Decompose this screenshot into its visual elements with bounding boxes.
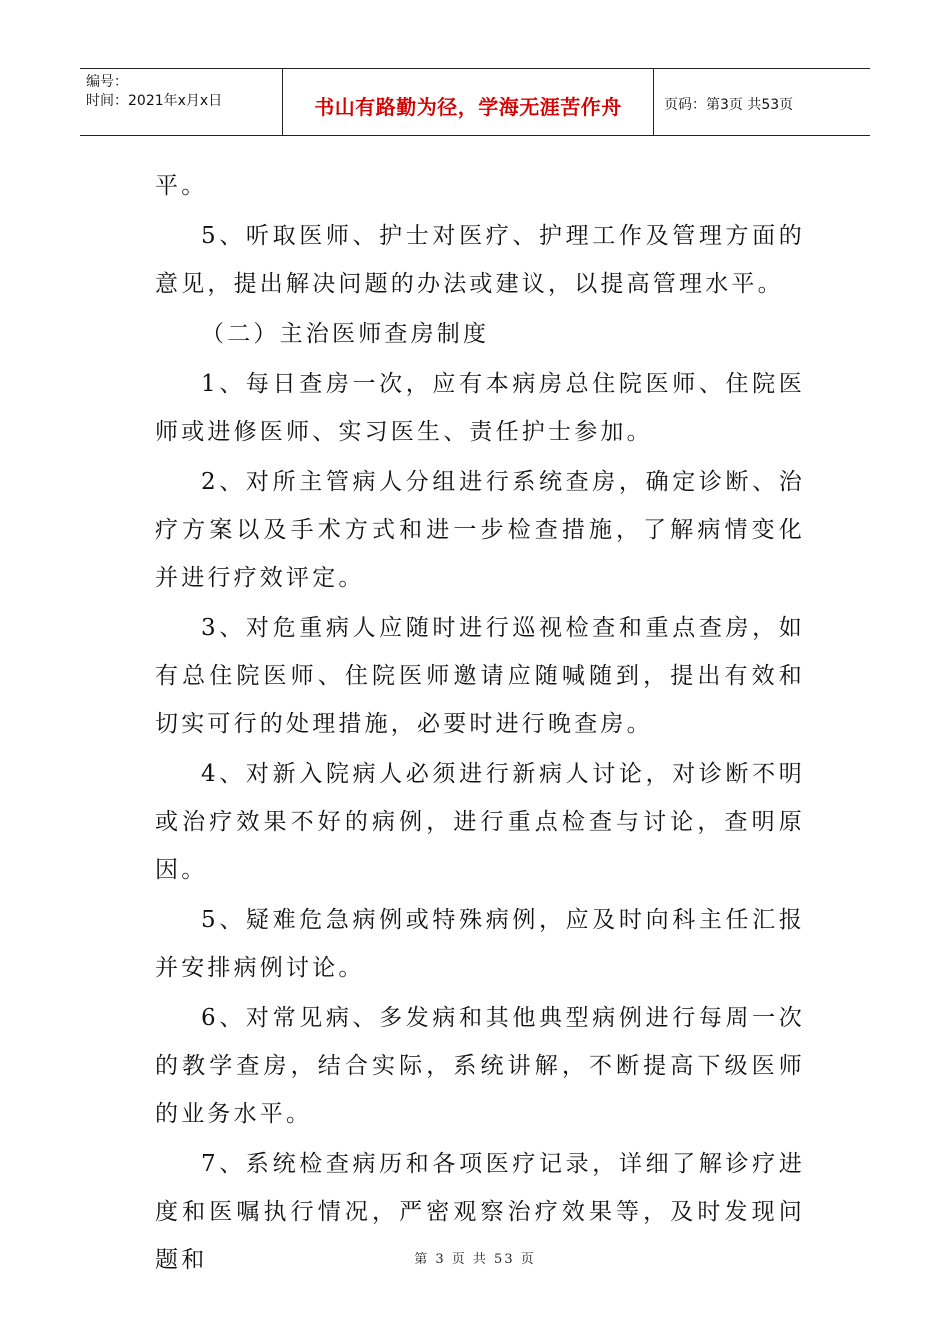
document-number-label: 编号： <box>86 74 128 90</box>
document-body <box>155 162 805 1284</box>
paragraph: 4、对新入院病人必须进行新病人讨论，对诊断不明或治疗效果不好的病例，进行重点检查与讨论，查明原因。 <box>155 761 805 883</box>
document-header <box>80 68 870 136</box>
paragraph: 6、对常见病、多发病和其他典型病例进行每周一次的教学查房，结合实际，系统讲解，不断提高下级医师的业务水平。 <box>155 1005 805 1127</box>
section-heading: （二）主治医师查房制度 <box>201 321 490 347</box>
paragraph: 3、对危重病人应随时进行巡视检查和重点查房，如有总住院医师、住院医师邀请应随喊随到，提出有效和切实可行的处理措施，必要时进行晚查房。 <box>155 615 805 737</box>
paragraph-continuation: 平。 <box>155 173 208 199</box>
header-meta-cell <box>80 69 283 135</box>
paragraph: 1、每日查房一次，应有本病房总住院医师、住院医师或进修医师、实习医生、责任护士参加。 <box>155 371 805 445</box>
paragraph: 7、系统检查病历和各项医疗记录，详细了解诊疗进度和医嘱执行情况，严密观察治疗效果等，及时发现问题和 <box>155 1151 805 1273</box>
document-time-label: 时间：2021年x月x日 <box>86 93 223 109</box>
page-footer: 第 3 页 共 53 页 <box>414 1252 536 1267</box>
header-page-cell <box>654 69 870 135</box>
paragraph: 5、疑难危急病例或特殊病例，应及时向科主任汇报并安排病例讨论。 <box>155 907 805 981</box>
header-motto-cell <box>283 69 654 135</box>
paragraph: 2、对所主管病人分组进行系统查房，确定诊断、治疗方案以及手术方式和进一步检查措施，了解病情变化并进行疗效评定。 <box>155 469 805 591</box>
paragraph: 5、听取医师、护士对医疗、护理工作及管理方面的意见，提出解决问题的办法或建议，以提高管理水平。 <box>155 223 805 297</box>
header-motto: 书山有路勤为径，学海无涯苦作舟 <box>314 94 622 119</box>
header-page-code: 页码：第3页 共53页 <box>664 97 794 113</box>
